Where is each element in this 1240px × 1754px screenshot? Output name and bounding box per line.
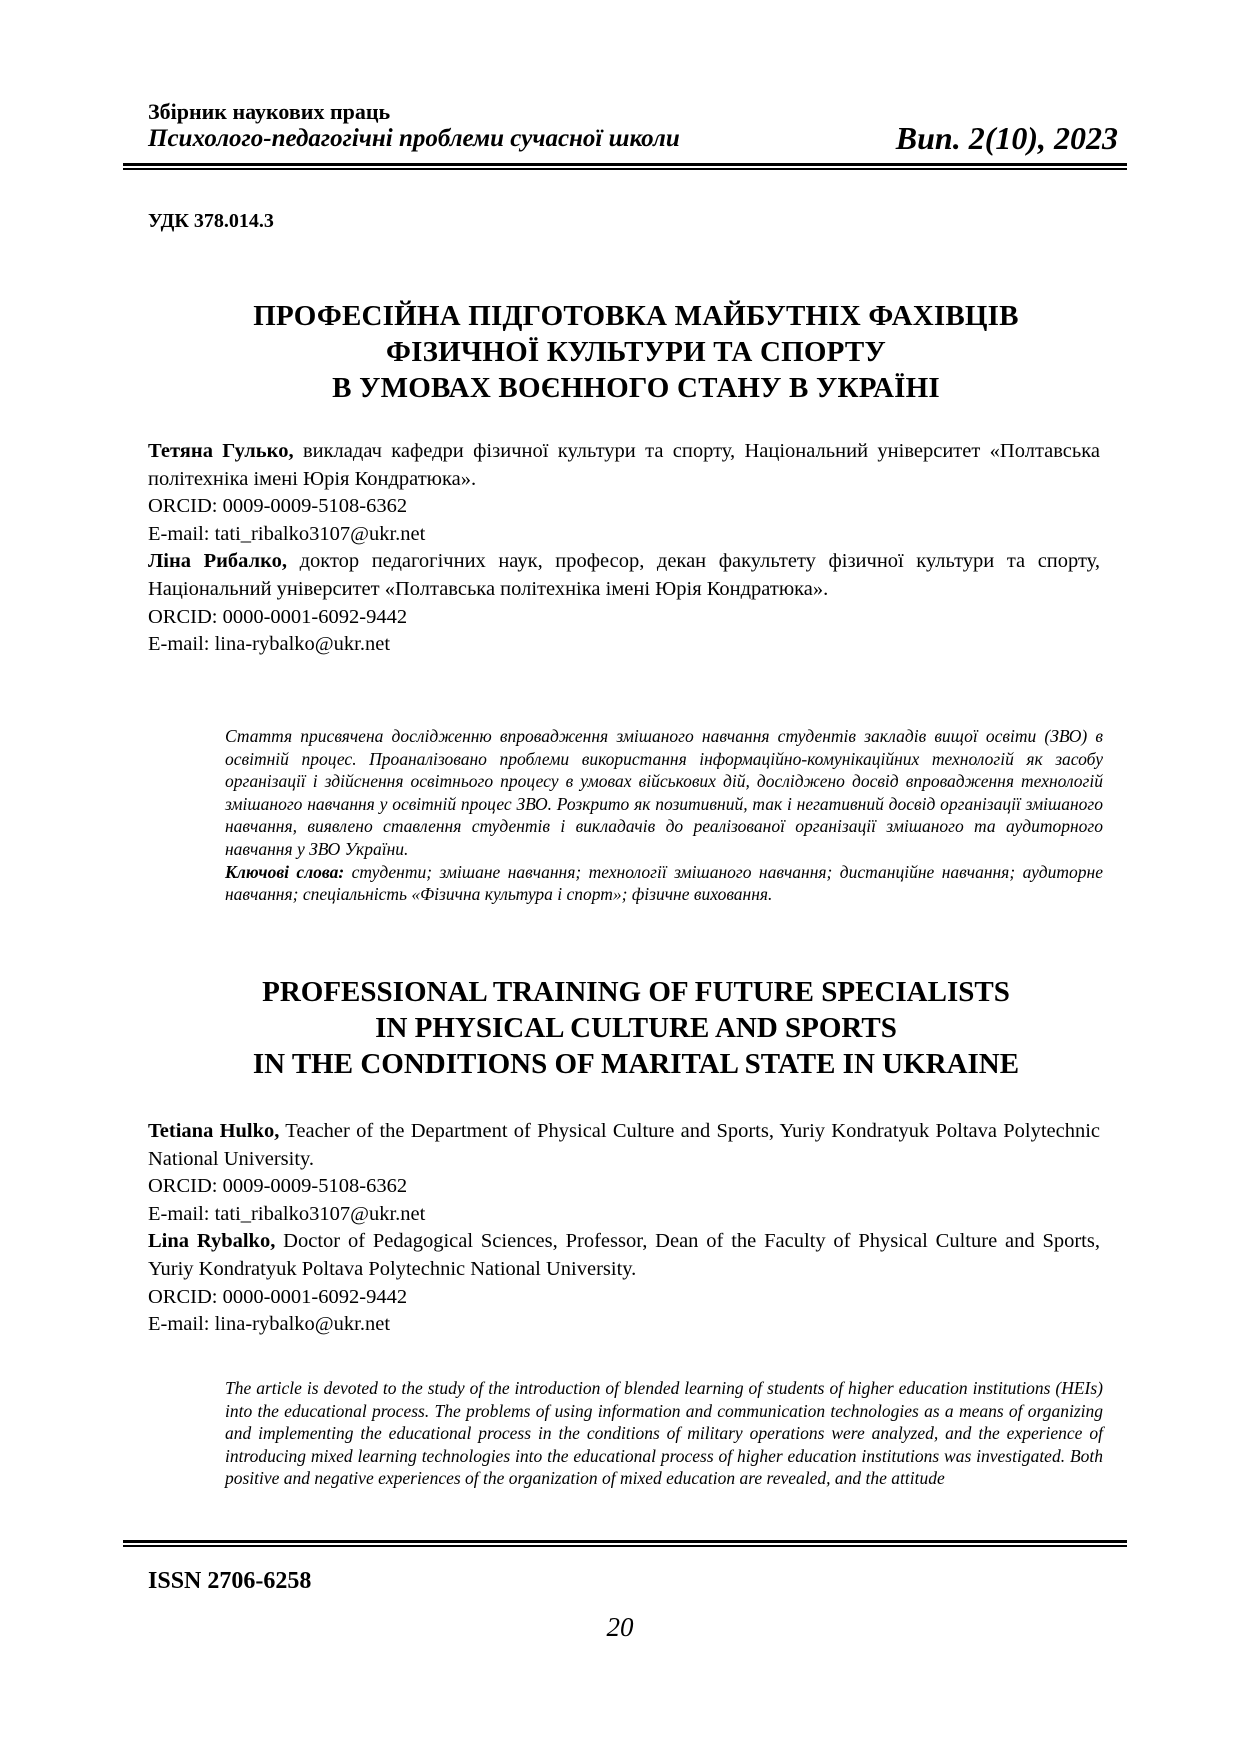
author-affiliation: Doctor of Pedagogical Sciences, Professor, Dean of the Faculty of Physical Culture and Sports, Yuriy Kondratyuk Poltava Polytechnic National University. bbox=[148, 1230, 1100, 1280]
author-entry bbox=[148, 548, 1100, 603]
issue-label: Вип. 2(10), 2023 bbox=[895, 120, 1118, 156]
author-name: Lina Rybalko, bbox=[148, 1230, 276, 1253]
article-title-en bbox=[148, 974, 1124, 1082]
journal-title: Психолого-педагогічні проблеми сучасної школи bbox=[148, 125, 680, 152]
running-header bbox=[148, 100, 1124, 154]
abstract-en bbox=[225, 1377, 1103, 1490]
title-en-line-1: PROFESSIONAL TRAINING OF FUTURE SPECIALISTS bbox=[262, 976, 1010, 1008]
title-en-line-3: IN THE CONDITIONS OF MARITAL STATE IN UKRAINE bbox=[252, 1048, 1020, 1080]
author-affiliation: Teacher of the Department of Physical Culture and Sports, Yuriy Kondratyuk Poltava Polytechnic National University. bbox=[148, 1120, 1101, 1170]
author-entry bbox=[148, 1118, 1100, 1173]
author-entry bbox=[148, 438, 1100, 493]
author-affiliation: доктор педагогічних наук, професор, декан факультету фізичної культури та спорту, Національний університет «Полтавська політехніка імені Юрія Кондратюка». bbox=[148, 550, 1101, 600]
author-name: Tetiana Hulko, bbox=[148, 1120, 280, 1142]
article-title-uk bbox=[148, 298, 1124, 406]
title-uk-line-2: ФІЗИЧНОЇ КУЛЬТУРИ ТА СПОРТУ bbox=[386, 336, 886, 368]
author-orcid: ORCID: 0009-0009-5108-6362 bbox=[148, 1175, 408, 1198]
author-email: E-mail: tati_ribalko3107@ukr.net bbox=[148, 1202, 426, 1225]
author-email: E-mail: lina-rybalko@ukr.net bbox=[148, 633, 391, 656]
author-email: E-mail: lina-rybalko@ukr.net bbox=[148, 1313, 391, 1336]
title-en-line-2: IN PHYSICAL CULTURE AND SPORTS bbox=[375, 1012, 897, 1044]
author-entry bbox=[148, 1228, 1100, 1283]
udk-code: УДК 378.014.3 bbox=[148, 210, 274, 232]
author-orcid: ORCID: 0000-0001-6092-9442 bbox=[148, 605, 408, 628]
abstract-uk bbox=[225, 725, 1103, 906]
author-name: Тетяна Гулько, bbox=[148, 440, 294, 462]
author-orcid: ORCID: 0009-0009-5108-6362 bbox=[148, 495, 408, 518]
keywords-label: Ключові слова: bbox=[225, 861, 345, 882]
authors-uk bbox=[148, 438, 1100, 659]
author-orcid: ORCID: 0000-0001-6092-9442 bbox=[148, 1285, 408, 1308]
page-number: 20 bbox=[606, 1612, 634, 1642]
issn-label: ISSN 2706-6258 bbox=[148, 1568, 312, 1594]
collection-label: Збірник наукових праць bbox=[148, 99, 391, 124]
title-uk-line-1: ПРОФЕСІЙНА ПІДГОТОВКА МАЙБУТНІХ ФАХІВЦІВ bbox=[253, 300, 1019, 332]
abstract-en-text: The article is devoted to the study of the introduction of blended learning of students of higher education institutions (HEIs) into the educational process. The problems of using information and communication technologies as a means of organizing and implementing the educational process in the conditions of military operations were analyzed, and the experience of introducing mixed learning technologies into the educational process of higher education institutions was investigated. Both positive and negative experiences of the organization of mixed education are revealed, and the attitude bbox=[225, 1378, 1103, 1489]
author-name: Ліна Рибалко, bbox=[148, 550, 288, 573]
title-uk-line-3: В УМОВАХ ВОЄННОГО СТАНУ В УКРАЇНІ bbox=[332, 372, 940, 404]
abstract-uk-text: Стаття присвячена дослідженню впровадження змішаного навчання студентів закладів вищої освіти (ЗВО) в освітній процес. Проаналізовано проблеми використання інформаційно-комунікаційних технологій як засобу організації і здійснення освітнього процесу в умовах військових дій, досліджено досвід впровадження технологій змішаного навчання у освітній процес ЗВО. Розкрито як позитивний, так і негативний досвід організації змішаного навчання, виявлено ставлення студентів і викладачів до реалізованої організації змішаного та аудиторного навчання у ЗВО України. bbox=[225, 726, 1103, 859]
author-email: E-mail: tati_ribalko3107@ukr.net bbox=[148, 522, 426, 545]
keywords-uk bbox=[225, 861, 1103, 906]
authors-en bbox=[148, 1118, 1100, 1339]
author-affiliation: викладач кафедри фізичної культури та спорту, Національний університет «Полтавська політехніка імені Юрія Кондратюка». bbox=[148, 440, 1101, 490]
footer-divider bbox=[123, 1540, 1127, 1547]
keywords-list: студенти; змішане навчання; технології змішаного навчання; дистанційне навчання; аудиторне навчання; спеціальність «Фізична культура і спорт»; фізичне виховання. bbox=[225, 861, 1103, 905]
header-divider bbox=[123, 163, 1127, 170]
